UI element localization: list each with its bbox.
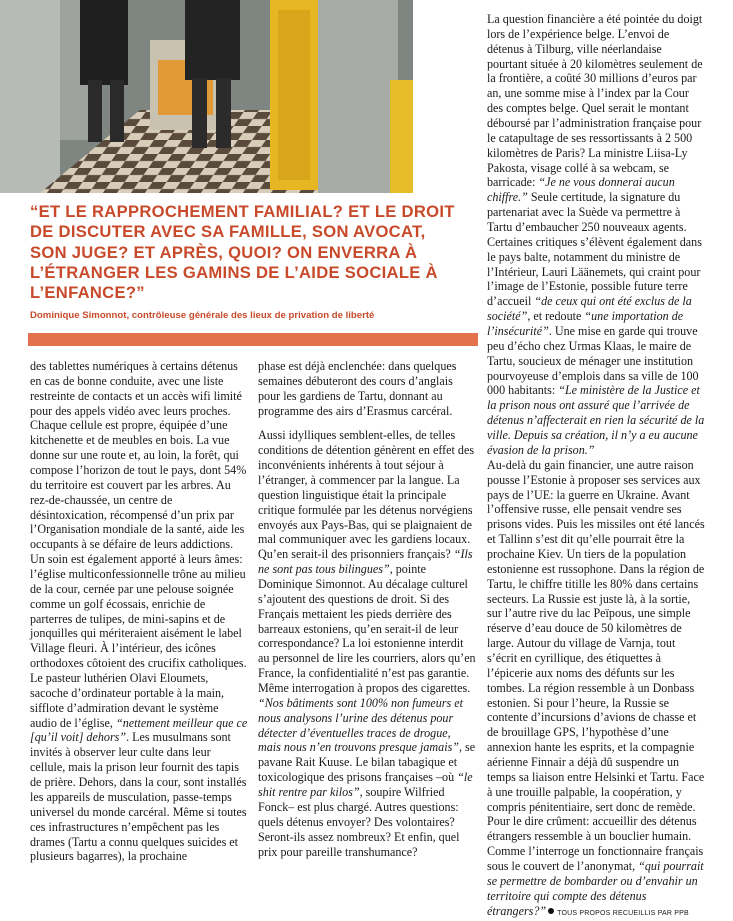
column-2-paragraph-2: Aussi idylliques semblent-elles, de telles conditions de détention génèrent en effet des inconvénients inhérents à tout séjour à l’étranger, à commencer par la langue. La question linguistique était la principale critique formulée par les détenus norvégiens envoyés aux Pays-Bas, qui se plaignaient de mal communiquer avec les gardiens locaux. Qu’en serait-il des prisonniers français? “Ils ne sont pas tous bilingues”, pointe Dominique Simonnot. Au décalage culturel s’ajoutent des questions de droit. Si des Français mettaient les pieds derrière des barreaux estoniens, qu’en serait-il de leur correspondance? La loi estonienne interdit au personnel de lire les courriers, alors qu’en France, la confidentialité n’est pas garantie. Même interrogation à propos des cigarettes. “Nos bâtiments sont 100% non fumeurs et nous analysons l’urine des détenus pour détecter d’éventuelles traces de drogue, mais nous n’en trouvons presque jamais”, se pavane Rait Kuuse. Le bilan tabagique et toxicologique des prisons françaises –où “le shit rentre par kilos”, soupire Wilfried Fonck– est plus chargé. Autres questions: quels détenus envoyer? Des volontaires? Seront-ils assez nombreux? Et enfin, quel prix pour pareille transhumance?	[258, 428, 476, 859]
pull-quote-attribution: Dominique Simonnot, contrôleuse générale des lieux de privation de liberté	[30, 310, 375, 321]
column-3-paragraph-2: Au-delà du gain financier, une autre raison pousse l’Estonie à proposer ses services aux pays de l’UE: la guerre en Ukraine. Avant l’offensive russe, elle pensait vendre ses prisons vides. Puis les missiles ont été lancés et Tallinn s’est dit qu’elle pourrait être la prochaine Kiev. Un tiers de la population estonienne est russophone. Dans la région de Tartu, le chiffre titille les 80% dans certains secteurs. La Russie est juste là, à la sortie, sur l’autre rive du lac Peïpous, une simple réserve d’eau douce de 50 kilomètres de large. Autour du village de Varnja, tout s’écrit en cyrillique, des étiquettes à l’épicerie aux noms des défunts sur les tombes. La région ressemble à un Donbass estonien. Si pour l’heure, la Russie se contente d’incursions d’avions de chasse et de brouillage GPS, l’hypothèse d’une annexion hante les esprits, et la compagnie aérienne Finnair a déjà dû suspendre un temps sa liaison entre Helsinki et Tartu. Face à une trouille palpable, la coopération, y compris pénitentiaire, sert donc de remède. Pour le dire crûment: accueillir des détenus étrangers ressemble à un bouclier humain. Comme l’interroge un fonctionnaire français sous le couvert de l’anonymat, “qui pourrait se permettre de bombarder ou d’envahir un territoire qui compte des détenus étrangers?” TOUS PROPOS RECUEILLIS PAR PPB	[487, 457, 705, 918]
article-column-1	[30, 359, 248, 864]
end-mark-dot-icon	[548, 908, 554, 914]
article-column-2	[258, 359, 476, 859]
column-1-paragraph: des tablettes numériques à certains détenus en cas de bonne conduite, avec une liste restreinte de contacts et un accès wifi limité pour des appels vidéo avec leurs proches. Chaque cellule est propre, équipée d’une kitchenette et de meubles en bois. La vue donne sur une route et, au loin, la forêt, qui compose l’horizon de tout le pays, dont 54% du territoire est couvert par les arbres. Au rez-de-chaussée, un centre de désintoxication, récompensé d’un prix par l’Organisation mondiale de la santé, aide les occupants à se défaire de leurs addictions. Un soin est également apporté à leurs âmes: l’église multiconfessionnelle trône au milieu de la cour, cernée par une pelouse soignée comme un golf écossais, enrichie de parterres de tulipes, de mini-sapins et de jonquilles qui mériteraient aisément le label Village fleuri. À l’intérieur, des icônes orthodoxes côtoient des crucifix catholiques. Le pasteur luthérien Olavi Eloumets, sacoche d’ordinateur portable à la main, sifflote d’admiration devant le système audio de l’église, “nettement meilleur que ce [qu’il voit] dehors”. Les musulmans sont invités à observer leur culte dans leur cellule, mais la prison leur fournit des tapis de prière. Dehors, dans la cour, sont installés les appareils de musculation, passe-temps universel du monde carcéral. Même si toutes ces infrastructures n’empêchent pas les drames (Tartu a connu quelques suicides et plusieurs bagarres), la prochaine	[30, 359, 248, 864]
prison-corridor-photo	[0, 0, 413, 193]
column-3-paragraph-1: La question financière a été pointée du doigt lors de l’expérience belge. L’envoi de détenus à Tilburg, ville néerlandaise pourtant située à 20 kilomètres seulement de la frontière, a coûté 30 millions d’euros par an, une somme mise à l’index par la Cour des comptes belge. Quel serait le montant déboursé par l’administration française pour le catapultage de ses ressortissants à 2 500 kilomètres de Paris? La ministre Liisa-Ly Pakosta, visage collé à sa webcam, se barricade: “Je ne vous donnerai aucun chiffre.” Seule certitude, la signature du partenariat avec la Suède va permettre à Tartu d’embaucher 250 nouveaux agents. Certaines critiques s’élèvent également dans le pays balte, notamment du ministre de l’Intérieur, Lauri Läänemets, qui craint pour l’image de l’Estonie, possible future terre d’accueil “de ceux qui ont été exclus de la société”, et redoute “une importation de l’insécurité”. Une mise en garde qui trouve peu d’écho chez Urmas Klaas, le maire de Tartu, soucieux de ménager une institution pourvoyeuse d’emplois dans sa ville de 100 000 habitants: “Le ministère de la Justice et la prison nous ont assuré que l’arrivée de détenus n’affecterait en rien la sécurité de la ville. Depuis sa création, il n’y a eu aucune évasion de la prison.”	[487, 12, 705, 457]
article-column-3	[487, 12, 705, 921]
accent-rule	[28, 333, 478, 346]
column-2-paragraph-1: phase est déjà enclenchée: dans quelques semaines débuteront des cours d’anglais pour les gardiens de Tartu, donnant au programme des airs d’Erasmus carcéral.	[258, 359, 457, 418]
pull-quote: “ET LE RAPPROCHEMENT FAMILIAL? ET LE DROIT DE DISCUTER AVEC SA FAMILLE, SON AVOCAT, SON JUGE? ET APRÈS, QUOI? ON ENVERRA À L’ÉTRANGER LES GAMINS DE L’AIDE SOCIALE À L’ENFANCE?”	[30, 202, 455, 303]
byline-credit: TOUS PROPOS RECUEILLIS PAR PPB	[557, 909, 689, 917]
